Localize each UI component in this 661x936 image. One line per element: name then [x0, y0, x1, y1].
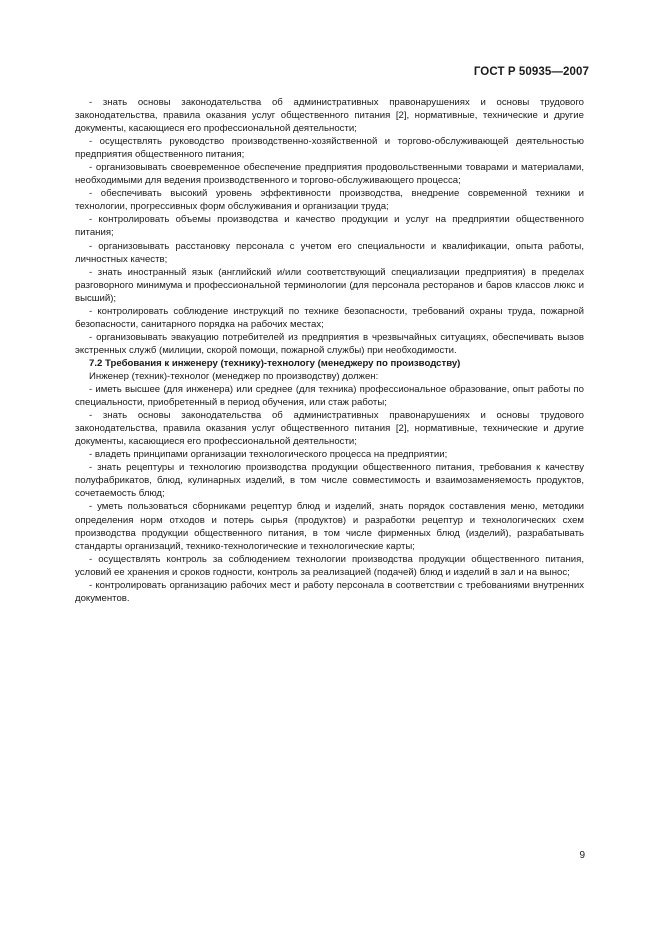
requirement-item: - осуществлять контроль за соблюдением технологии производства продукции общественного питания, условий ее хранения и сроков годности, контроль за реализацией (подачей) блюд и изделий в зал и на вынос;	[75, 553, 584, 578]
requirement-item: - знать рецептуры и технологию производства продукции общественного питания, требования к качеству полуфабрикатов, блюд, кулинарных изделий, в том числе совместимость и взаимозаменяемость продуктов, сочетаемость блюд;	[75, 462, 584, 500]
paragraph: - организовывать своевременное обеспечение предприятия продовольственными товарами и материалами, необходимыми для ведения производственного и торгово-обслуживающего процесса;	[75, 162, 584, 187]
page-number: 9	[579, 850, 585, 861]
paragraph: - организовывать расстановку персонала с учетом его специальности и квалификации, опыта работы, личностных качеств;	[75, 240, 584, 265]
requirement-item: - иметь высшее (для инженера) или среднее (для техника) профессиональное образование, опыт работы по специальности, приобретенный в период обучения, или стаж работы;	[75, 384, 584, 409]
requirement-item: - уметь пользоваться сборниками рецептур блюд и изделий, знать порядок составления меню, методики определения норм отходов и потерь сырья (продуктов) и разработки рецептур и технологических схем производства продукции общественного питания, в том числе фирменных блюд (изделий), разрабатывать стандарты организаций, технико-технологические и технологические карты;	[75, 501, 584, 552]
requirement-item: - контролировать организацию рабочих мест и работу персонала в соответствии с требованиями внутренних документов.	[75, 579, 584, 604]
paragraph: - знать иностранный язык (английский и/или соответствующий специализации предприятия) в пределах разговорного минимума и профессиональной терминологии (для персонала ресторанов и баров классов люкс и высший);	[75, 266, 584, 304]
paragraph: - организовывать эвакуацию потребителей из предприятия в чрезвычайных ситуациях, обеспечивать вызов экстренных служб (милиции, скорой помощи, пожарной службы) при необходимости.	[75, 331, 584, 356]
document-standard-id: ГОСТ Р 50935—2007	[473, 66, 589, 78]
paragraph: - контролировать объемы производства и качество продукции и услуг на предприятии общественного питания;	[75, 214, 584, 239]
document-body	[75, 96, 584, 605]
paragraph: - знать основы законодательства об административных правонарушениях и основы трудового законодательства, правила оказания услуг общественного питания [2], нормативные, технические и другие документы, касающиеся его профессиональной деятельности;	[75, 97, 584, 135]
paragraph: - осуществлять руководство производственно-хозяйственной и торгово-обслуживающей деятельностью предприятия общественного питания;	[75, 136, 584, 161]
section-heading: 7.2 Требования к инженеру (технику)-технологу (менеджеру по производству)	[89, 357, 461, 369]
requirement-item: - владеть принципами организации технологического процесса на предприятии;	[89, 449, 448, 461]
requirement-item: - знать основы законодательства об административных правонарушениях и основы трудового законодательства, правила оказания услуг общественного питания [2], нормативные, технические и другие документы, касающиеся его профессиональной деятельности;	[75, 410, 584, 448]
paragraph: - обеспечивать высокий уровень эффективности производства, внедрение современной техники и технологии, прогрессивных форм обслуживания и организации труда;	[75, 188, 584, 213]
paragraph: - контролировать соблюдение инструкций по технике безопасности, требований охраны труда, пожарной безопасности, санитарного порядка на рабочих местах;	[75, 305, 584, 330]
section-intro: Инженер (техник)-технолог (менеджер по производству) должен:	[89, 370, 379, 382]
